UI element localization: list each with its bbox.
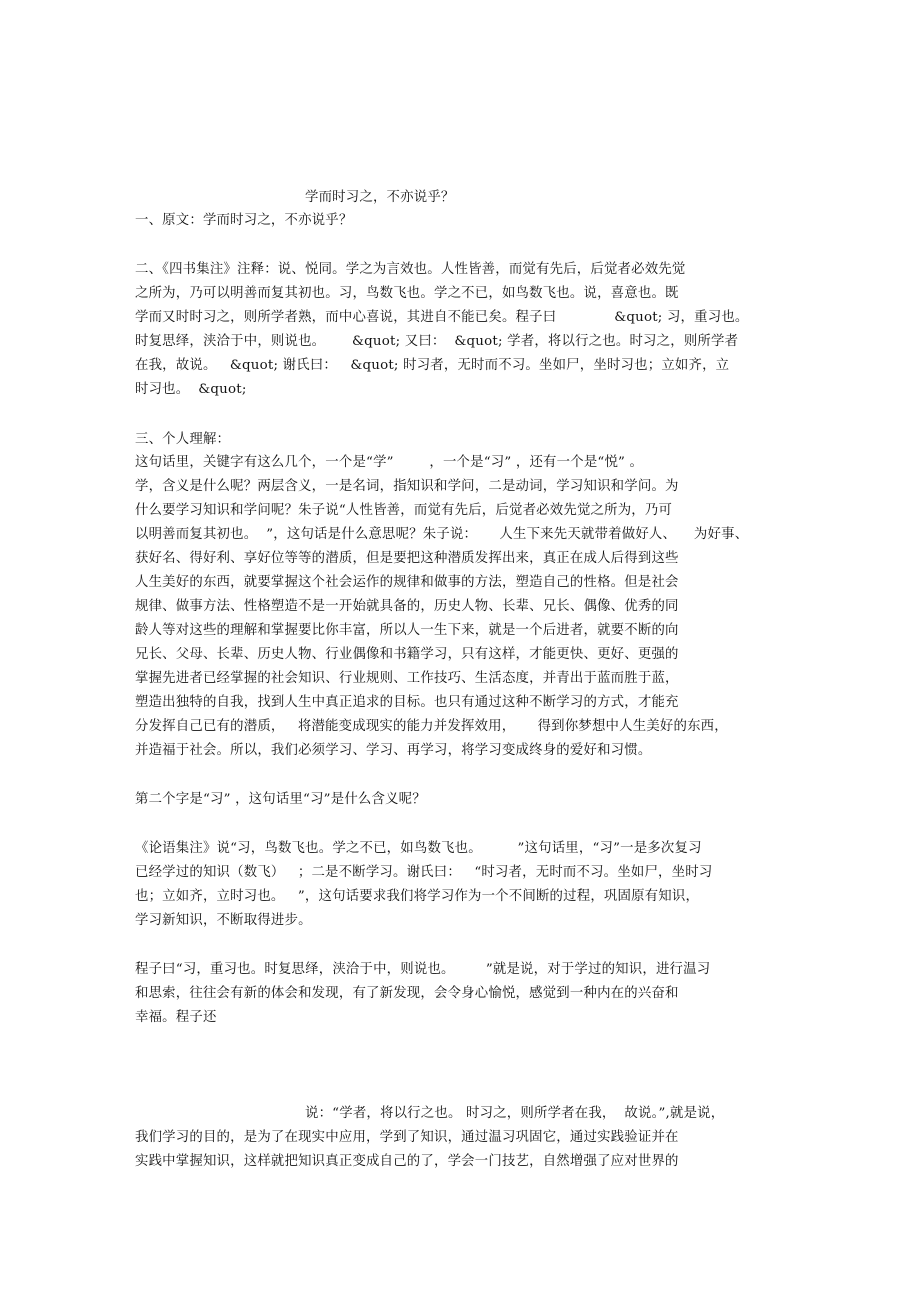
text-line: 我们学习的目的，是为了在现实中应用，学到了知识，通过温习巩固它，通过实践验证并在 [135, 1130, 679, 1145]
text-line: 学，含义是什么呢？两层含义，一是名词，指知识和学问，二是动词，学习知识和学问。为 [135, 479, 679, 494]
text-line: 也；立如齐，立时习也。 ”，这句话要求我们将学习作为一个不间断的过程，巩固原有知识， [135, 889, 700, 904]
text-line: 分发挥自己已有的潜质， 将潜能变成现实的能力并发挥效用， 得到你梦想中人生美好的东西， [135, 719, 728, 734]
text-line: 时复思绎，浃洽于中，则说也。 &quot; 又曰： &quot; 学者，将以行之也。时习之，则所学者 [135, 334, 739, 349]
paragraph-second-character: 第二个字是“习” ，这句话里“习”是什么含义呢？ [135, 792, 426, 807]
section-heading: 三、个人理解： [135, 432, 231, 447]
text-line: 学习新知识，不断取得进步。 [135, 913, 312, 928]
text-line: 人生美好的东西，就要掌握这个社会运作的规律和做事的方法，塑造自己的性格。但是社会 [135, 575, 679, 590]
text-line: 获好名、得好利、享好位等等的潜质，但是要把这种潜质发挥出来，真正在成人后得到这些 [135, 551, 679, 566]
text-line: 幸福。程子还 [135, 1010, 217, 1025]
text-line: 这句话里，关键字有这么几个，一个是“学” ，一个是“习” ，还有一个是“悦” 。 [135, 455, 644, 470]
text-line: 程子曰“习，重习也。时复思绎，浃洽于中，则说也。 ”就是说，对于学过的知识，进行温习 [135, 962, 711, 977]
text-line: 学而又时时习之，则所学者熟，而中心喜说，其进自不能已矣。程子曰 &quot; 习，重习也。 [135, 310, 749, 325]
text-line: 兄长、父母、长辈、历史人物、行业偶像和书籍学习，只有这样，才能更快、更好、更强的 [135, 647, 679, 662]
text-line: 什么要学习知识和学问呢？朱子说“人性皆善，而觉有先后，后觉者必效先觉之所为，乃可 [135, 503, 673, 518]
text-line: 之所为，乃可以明善而复其初也。习，鸟数飞也。学之不已，如鸟数飞也。说，喜意也。既 [135, 286, 679, 301]
text-line: 塑造出独特的自我，找到人生中真正追求的目标。也只有通过这种不断学习的方式，才能充 [135, 695, 679, 710]
text-line: 说：“学者，将以行之也。 时习之，则所学者在我， 故说。”,就是说， [305, 1106, 725, 1121]
text-line: 掌握先进者已经掌握的社会知识、行业规则、工作技巧、生活态度，并青出于蓝而胜于蓝， [135, 671, 679, 686]
text-line: 龄人等对这些的理解和掌握要比你丰富，所以人一生下来，就是一个后进者，就要不断的向 [135, 623, 679, 638]
text-line: 时习也。 &quot; [135, 382, 247, 397]
text-line: 实践中掌握知识，这样就把知识真正变成自己的了，学会一门技艺，自然增强了应对世界的 [135, 1154, 679, 1169]
text-line: 并造福于社会。所以，我们必须学习、学习、再学习，将学习变成终身的爱好和习惯。 [135, 743, 652, 758]
text-line: 在我，故说。 &quot; 谢氏曰： &quot; 时习者，无时而不习。坐如尸，坐时习也；立如齐，立 [135, 358, 730, 373]
page-title: 学而时习之，不亦说乎？ [305, 190, 455, 205]
text-line: 已经学过的知识（数飞） ；二是不断学习。谢氏曰： “时习者，无时而不习。坐如尸，坐时习 [135, 865, 713, 880]
text-line: 二、《四书集注》注释：说、悦同。学之为言效也。人性皆善，而觉有先后，后觉者必效先觉 [135, 262, 686, 277]
section-original-text: 一、原文：学而时习之，不亦说乎？ [135, 213, 353, 228]
text-line: 《论语集注》说“习，鸟数飞也。学之不已，如鸟数飞也。 ”这句话里，“习”一是多次复习 [135, 841, 702, 856]
text-line: 和思索，往往会有新的体会和发现，有了新发现，会令身心愉悦，感觉到一种内在的兴奋和 [135, 986, 679, 1001]
text-line: 以明善而复其初也。 ”，这句话是什么意思呢？朱子说： 人生下来先天就带着做好人、 为好事、 [135, 527, 749, 542]
text-line: 规律、做事方法、性格塑造不是一开始就具备的，历史人物、长辈、兄长、偶像、优秀的同 [135, 599, 679, 614]
